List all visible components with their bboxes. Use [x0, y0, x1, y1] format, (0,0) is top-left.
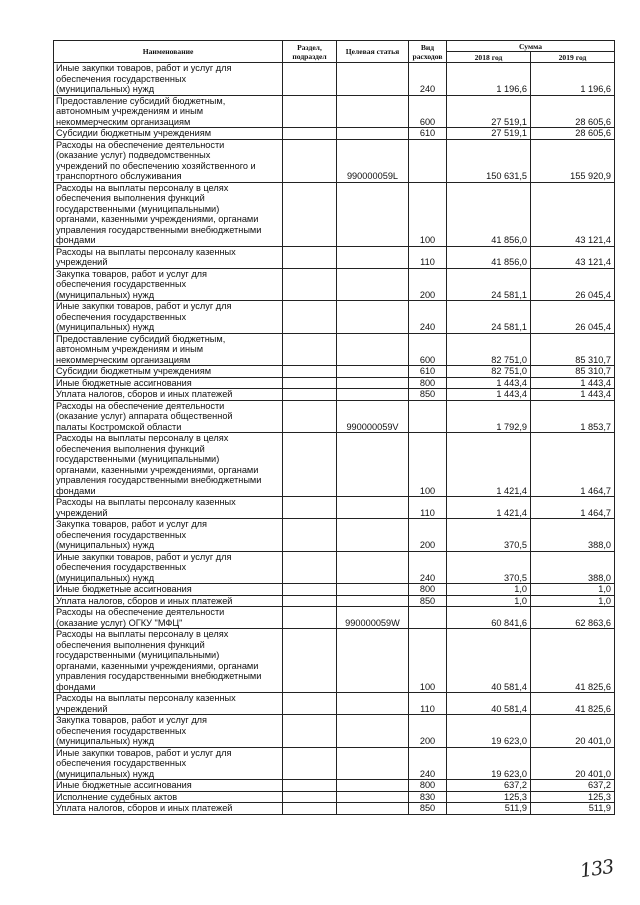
header-type: Вид расходов: [409, 41, 447, 63]
cell-target: [337, 128, 409, 140]
table-row: [54, 519, 615, 552]
cell-target: [337, 366, 409, 378]
cell-type: [409, 607, 447, 629]
table-row: [54, 301, 615, 334]
header-year-2018: 2018 год: [447, 52, 531, 63]
table-row: [54, 791, 615, 803]
cell-name: Иные закупки товаров, работ и услуг для обеспечения государственных (муниципальных) нужд: [54, 551, 283, 584]
table-row: [54, 139, 615, 182]
cell-target: [337, 693, 409, 715]
cell-section: [283, 519, 337, 552]
cell-name: Исполнение судебных актов: [54, 791, 283, 803]
cell-section: [283, 693, 337, 715]
cell-target: [337, 595, 409, 607]
table-row: [54, 607, 615, 629]
table-header: [54, 41, 615, 63]
table-row: [54, 268, 615, 301]
cell-type: 110: [409, 246, 447, 268]
cell-section: [283, 333, 337, 366]
cell-name: Расходы на выплаты персоналу в целях обеспечения выполнения функций государственными (муниципальными) органами, казенными учреждениями, органами управления государственными внебюджетными фондами: [54, 629, 283, 693]
table-row: [54, 400, 615, 433]
cell-2019: 85 310,7: [531, 366, 615, 378]
cell-2018: 27 519,1: [447, 128, 531, 140]
cell-2019: 41 825,6: [531, 693, 615, 715]
cell-target: [337, 584, 409, 596]
cell-target: [337, 747, 409, 780]
cell-target: [337, 780, 409, 792]
cell-2018: 1 421,4: [447, 497, 531, 519]
cell-2018: 1 196,6: [447, 63, 531, 96]
table-row: [54, 377, 615, 389]
cell-section: [283, 389, 337, 401]
cell-type: 610: [409, 128, 447, 140]
cell-section: [283, 497, 337, 519]
cell-section: [283, 595, 337, 607]
cell-2018: 60 841,6: [447, 607, 531, 629]
table-body: [54, 63, 615, 815]
cell-2018: 1 792,9: [447, 400, 531, 433]
cell-name: Расходы на выплаты персоналу казенных учреждений: [54, 693, 283, 715]
cell-2018: 1 443,4: [447, 377, 531, 389]
header-name: Наименование: [54, 41, 283, 63]
cell-type: 240: [409, 301, 447, 334]
cell-2018: 370,5: [447, 551, 531, 584]
cell-type: 850: [409, 595, 447, 607]
cell-section: [283, 95, 337, 128]
cell-2019: 1,0: [531, 595, 615, 607]
cell-target: [337, 182, 409, 246]
cell-section: [283, 629, 337, 693]
table-row: [54, 366, 615, 378]
cell-2019: 62 863,6: [531, 607, 615, 629]
cell-2019: 85 310,7: [531, 333, 615, 366]
cell-2018: 1 421,4: [447, 433, 531, 497]
table-row: [54, 595, 615, 607]
cell-section: [283, 139, 337, 182]
cell-section: [283, 268, 337, 301]
cell-2019: 1 443,4: [531, 377, 615, 389]
cell-target: 990000059V: [337, 400, 409, 433]
cell-2018: 82 751,0: [447, 333, 531, 366]
cell-2018: 370,5: [447, 519, 531, 552]
cell-section: [283, 607, 337, 629]
cell-type: 800: [409, 584, 447, 596]
table-row: [54, 629, 615, 693]
cell-type: 240: [409, 747, 447, 780]
cell-2019: 1 443,4: [531, 389, 615, 401]
cell-target: [337, 389, 409, 401]
cell-type: 610: [409, 366, 447, 378]
cell-target: [337, 301, 409, 334]
cell-2019: 20 401,0: [531, 747, 615, 780]
cell-target: [337, 519, 409, 552]
cell-type: 100: [409, 629, 447, 693]
cell-type: 240: [409, 63, 447, 96]
table-row: [54, 584, 615, 596]
page-number: 133: [578, 855, 615, 883]
cell-2019: 511,9: [531, 803, 615, 815]
cell-target: [337, 715, 409, 748]
cell-type: 240: [409, 551, 447, 584]
cell-2018: 125,3: [447, 791, 531, 803]
cell-name: Закупка товаров, работ и услуг для обеспечения государственных (муниципальных) нужд: [54, 268, 283, 301]
table-row: [54, 497, 615, 519]
cell-type: 100: [409, 433, 447, 497]
table-row: [54, 63, 615, 96]
cell-name: Закупка товаров, работ и услуг для обеспечения государственных (муниципальных) нужд: [54, 715, 283, 748]
cell-type: 800: [409, 377, 447, 389]
table-row: [54, 433, 615, 497]
cell-type: 200: [409, 715, 447, 748]
cell-2019: 20 401,0: [531, 715, 615, 748]
cell-type: 110: [409, 497, 447, 519]
cell-2018: 41 856,0: [447, 246, 531, 268]
cell-section: [283, 246, 337, 268]
cell-section: [283, 301, 337, 334]
cell-name: Расходы на выплаты персоналу в целях обеспечения выполнения функций государственными (муниципальными) органами, казенными учреждениями, органами управления государственными внебюджетными фондами: [54, 182, 283, 246]
cell-2019: 1 196,6: [531, 63, 615, 96]
table-row: [54, 128, 615, 140]
cell-name: Иные бюджетные ассигнования: [54, 377, 283, 389]
cell-type: 110: [409, 693, 447, 715]
cell-target: [337, 803, 409, 815]
cell-2019: 1,0: [531, 584, 615, 596]
cell-name: Субсидии бюджетным учреждениям: [54, 128, 283, 140]
cell-section: [283, 182, 337, 246]
cell-section: [283, 780, 337, 792]
cell-name: Предоставление субсидий бюджетным, автономным учреждениям и иным некоммерческим организациям: [54, 95, 283, 128]
cell-2018: 1 443,4: [447, 389, 531, 401]
cell-2018: 1,0: [447, 595, 531, 607]
cell-name: Иные бюджетные ассигнования: [54, 780, 283, 792]
cell-2018: 24 581,1: [447, 268, 531, 301]
cell-2018: 150 631,5: [447, 139, 531, 182]
table-row: [54, 95, 615, 128]
cell-type: 100: [409, 182, 447, 246]
cell-name: Иные закупки товаров, работ и услуг для обеспечения государственных (муниципальных) нужд: [54, 301, 283, 334]
cell-section: [283, 803, 337, 815]
cell-section: [283, 584, 337, 596]
cell-target: [337, 551, 409, 584]
cell-2019: 28 605,6: [531, 128, 615, 140]
table-row: [54, 182, 615, 246]
cell-2019: 637,2: [531, 780, 615, 792]
table-row: [54, 389, 615, 401]
cell-target: [337, 63, 409, 96]
cell-target: [337, 433, 409, 497]
cell-name: Закупка товаров, работ и услуг для обеспечения государственных (муниципальных) нужд: [54, 519, 283, 552]
cell-2019: 28 605,6: [531, 95, 615, 128]
cell-name: Иные бюджетные ассигнования: [54, 584, 283, 596]
cell-2019: 155 920,9: [531, 139, 615, 182]
cell-2019: 1 464,7: [531, 433, 615, 497]
cell-name: Уплата налогов, сборов и иных платежей: [54, 595, 283, 607]
cell-2019: 1 853,7: [531, 400, 615, 433]
cell-target: [337, 333, 409, 366]
cell-name: Уплата налогов, сборов и иных платежей: [54, 803, 283, 815]
cell-2019: 43 121,4: [531, 246, 615, 268]
cell-type: [409, 400, 447, 433]
header-target: Целевая статья: [337, 41, 409, 63]
table-row: [54, 803, 615, 815]
cell-2019: 26 045,4: [531, 301, 615, 334]
cell-section: [283, 715, 337, 748]
cell-2018: 1,0: [447, 584, 531, 596]
cell-target: [337, 497, 409, 519]
cell-2018: 19 623,0: [447, 715, 531, 748]
cell-name: Уплата налогов, сборов и иных платежей: [54, 389, 283, 401]
cell-2018: 40 581,4: [447, 629, 531, 693]
cell-name: Расходы на выплаты персоналу казенных учреждений: [54, 497, 283, 519]
cell-section: [283, 128, 337, 140]
cell-2019: 41 825,6: [531, 629, 615, 693]
cell-type: 800: [409, 780, 447, 792]
header-sum: Сумма: [447, 41, 615, 52]
cell-section: [283, 433, 337, 497]
table-row: [54, 693, 615, 715]
cell-target: 990000059W: [337, 607, 409, 629]
cell-2019: 125,3: [531, 791, 615, 803]
cell-section: [283, 63, 337, 96]
cell-2019: 1 464,7: [531, 497, 615, 519]
table-row: [54, 333, 615, 366]
cell-target: [337, 246, 409, 268]
cell-2019: 43 121,4: [531, 182, 615, 246]
cell-2019: 26 045,4: [531, 268, 615, 301]
cell-name: Расходы на обеспечение деятельности (оказание услуг) подведомственных учреждений по обеспечению хозяйственного и транспортного обслуживания: [54, 139, 283, 182]
cell-name: Расходы на обеспечение деятельности (оказание услуг) ОГКУ "МФЦ": [54, 607, 283, 629]
cell-name: Расходы на обеспечение деятельности (оказание услуг) аппарата общественной палаты Костромской области: [54, 400, 283, 433]
cell-2018: 82 751,0: [447, 366, 531, 378]
cell-section: [283, 747, 337, 780]
cell-type: 200: [409, 519, 447, 552]
header-section: Раздел, подраздел: [283, 41, 337, 63]
header-year-2019: 2019 год: [531, 52, 615, 63]
cell-target: [337, 377, 409, 389]
cell-name: Иные закупки товаров, работ и услуг для обеспечения государственных (муниципальных) нужд: [54, 747, 283, 780]
cell-section: [283, 400, 337, 433]
cell-target: [337, 268, 409, 301]
cell-type: 830: [409, 791, 447, 803]
cell-type: 600: [409, 333, 447, 366]
cell-section: [283, 366, 337, 378]
cell-2018: 41 856,0: [447, 182, 531, 246]
cell-type: 850: [409, 389, 447, 401]
table-row: [54, 780, 615, 792]
cell-type: 200: [409, 268, 447, 301]
cell-2019: 388,0: [531, 519, 615, 552]
cell-2018: 27 519,1: [447, 95, 531, 128]
cell-section: [283, 791, 337, 803]
cell-name: Расходы на выплаты персоналу в целях обеспечения выполнения функций государственными (муниципальными) органами, казенными учреждениями, органами управления государственными внебюджетными фондами: [54, 433, 283, 497]
cell-2018: 637,2: [447, 780, 531, 792]
cell-name: Предоставление субсидий бюджетным, автономным учреждениям и иным некоммерческим организациям: [54, 333, 283, 366]
cell-name: Иные закупки товаров, работ и услуг для обеспечения государственных (муниципальных) нужд: [54, 63, 283, 96]
table-row: [54, 551, 615, 584]
cell-target: [337, 791, 409, 803]
cell-2018: 40 581,4: [447, 693, 531, 715]
cell-2018: 19 623,0: [447, 747, 531, 780]
table-row: [54, 715, 615, 748]
cell-type: 850: [409, 803, 447, 815]
cell-type: [409, 139, 447, 182]
cell-target: 990000059L: [337, 139, 409, 182]
cell-name: Субсидии бюджетным учреждениям: [54, 366, 283, 378]
table-row: [54, 246, 615, 268]
cell-section: [283, 551, 337, 584]
cell-2018: 511,9: [447, 803, 531, 815]
cell-type: 600: [409, 95, 447, 128]
table-row: [54, 747, 615, 780]
cell-target: [337, 95, 409, 128]
cell-2019: 388,0: [531, 551, 615, 584]
cell-target: [337, 629, 409, 693]
budget-table: [53, 40, 615, 815]
cell-section: [283, 377, 337, 389]
cell-name: Расходы на выплаты персоналу казенных учреждений: [54, 246, 283, 268]
cell-2018: 24 581,1: [447, 301, 531, 334]
